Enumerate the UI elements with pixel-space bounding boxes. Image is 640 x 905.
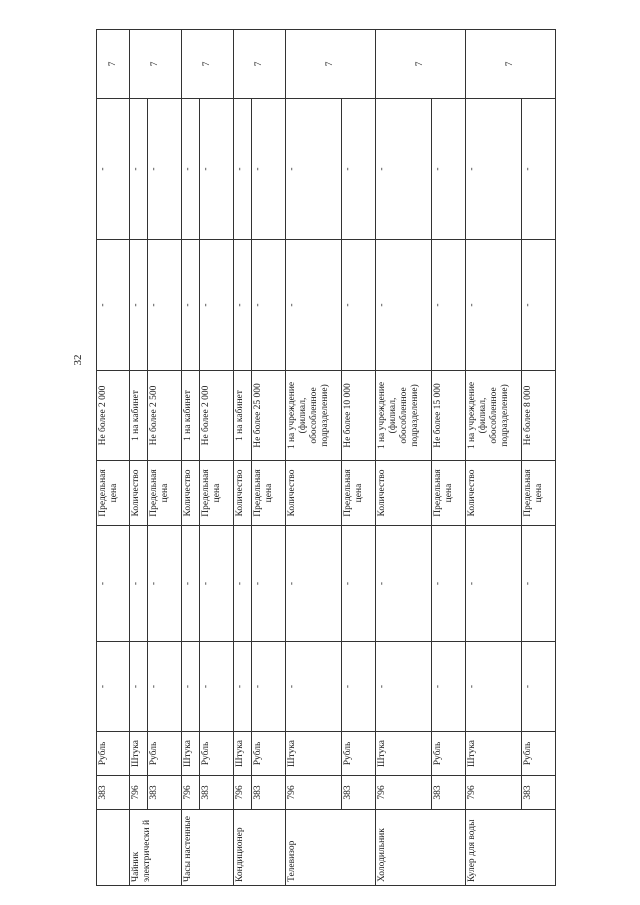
value-cell: Не более 2 500 bbox=[148, 371, 182, 461]
unit-cell: Штука bbox=[130, 732, 148, 776]
code-cell: 796 bbox=[234, 776, 252, 810]
code-cell: 383 bbox=[200, 776, 234, 810]
characteristic-cell: Количество bbox=[286, 461, 342, 526]
characteristic-cell: Предельная цена bbox=[200, 461, 234, 526]
table-row bbox=[432, 30, 466, 886]
empty-cell: - bbox=[200, 642, 234, 732]
item-name-cell: Кондиционер bbox=[234, 810, 286, 886]
empty-cell: - bbox=[286, 99, 342, 240]
characteristic-cell: Количество bbox=[234, 461, 252, 526]
unit-cell: Рубль bbox=[342, 732, 376, 776]
characteristic-cell: Предельная цена bbox=[97, 461, 130, 526]
empty-cell: - bbox=[148, 642, 182, 732]
code-cell: 383 bbox=[252, 776, 286, 810]
empty-cell: - bbox=[376, 526, 432, 642]
unit-cell: Штука bbox=[182, 732, 200, 776]
empty-cell: - bbox=[97, 99, 130, 240]
value-cell: Не более 15 000 bbox=[432, 371, 466, 461]
characteristic-cell: Предельная цена bbox=[342, 461, 376, 526]
unit-cell: Штука bbox=[466, 732, 522, 776]
empty-cell: - bbox=[182, 240, 200, 371]
value-cell: Не более 25 000 bbox=[252, 371, 286, 461]
value-cell: 1 на учреждение (филиал, обособленное подразделение) bbox=[376, 371, 432, 461]
empty-cell: - bbox=[432, 642, 466, 732]
item-name-cell bbox=[97, 810, 130, 886]
empty-cell: - bbox=[376, 240, 432, 371]
item-name-cell: Часы настенные bbox=[182, 810, 234, 886]
unit-cell: Штука bbox=[286, 732, 342, 776]
code-cell: 383 bbox=[97, 776, 130, 810]
code-cell: 796 bbox=[130, 776, 148, 810]
empty-cell: - bbox=[97, 526, 130, 642]
value-cell: Не более 2 000 bbox=[97, 371, 130, 461]
empty-cell: - bbox=[432, 526, 466, 642]
table-row bbox=[466, 30, 522, 886]
code-cell: 383 bbox=[342, 776, 376, 810]
empty-cell: - bbox=[234, 240, 252, 371]
empty-cell: - bbox=[466, 99, 522, 240]
characteristic-cell: Количество bbox=[376, 461, 432, 526]
empty-cell: - bbox=[286, 642, 342, 732]
table-row bbox=[97, 30, 130, 886]
empty-cell: - bbox=[342, 642, 376, 732]
empty-cell: - bbox=[252, 99, 286, 240]
number-cell: 7 bbox=[234, 30, 286, 99]
number-cell: 7 bbox=[97, 30, 130, 99]
empty-cell: - bbox=[286, 526, 342, 642]
empty-cell: - bbox=[342, 526, 376, 642]
characteristic-cell: Предельная цена bbox=[252, 461, 286, 526]
code-cell: 796 bbox=[286, 776, 342, 810]
value-cell: 1 на кабинет bbox=[130, 371, 148, 461]
table-row bbox=[130, 30, 148, 886]
table-row bbox=[252, 30, 286, 886]
empty-cell: - bbox=[466, 240, 522, 371]
code-cell: 383 bbox=[148, 776, 182, 810]
number-cell: 7 bbox=[466, 30, 556, 99]
number-cell: 7 bbox=[130, 30, 182, 99]
empty-cell: - bbox=[130, 99, 148, 240]
item-name-cell: Чайник электрически й bbox=[130, 810, 182, 886]
table-row bbox=[376, 30, 432, 886]
number-cell: 7 bbox=[286, 30, 376, 99]
code-cell: 383 bbox=[432, 776, 466, 810]
empty-cell: - bbox=[342, 240, 376, 371]
code-cell: 383 bbox=[522, 776, 556, 810]
characteristic-cell: Количество bbox=[182, 461, 200, 526]
empty-cell: - bbox=[466, 526, 522, 642]
unit-cell: Рубль bbox=[252, 732, 286, 776]
empty-cell: - bbox=[376, 99, 432, 240]
empty-cell: - bbox=[182, 99, 200, 240]
empty-cell: - bbox=[234, 99, 252, 240]
number-cell: 7 bbox=[376, 30, 466, 99]
characteristic-cell: Количество bbox=[466, 461, 522, 526]
item-name-cell: Холодильник bbox=[376, 810, 466, 886]
empty-cell: - bbox=[342, 99, 376, 240]
table-row bbox=[182, 30, 200, 886]
empty-cell: - bbox=[234, 526, 252, 642]
unit-cell: Рубль bbox=[522, 732, 556, 776]
unit-cell: Рубль bbox=[148, 732, 182, 776]
empty-cell: - bbox=[432, 240, 466, 371]
unit-cell: Рубль bbox=[200, 732, 234, 776]
empty-cell: - bbox=[182, 642, 200, 732]
table-row bbox=[148, 30, 182, 886]
characteristic-cell: Предельная цена bbox=[148, 461, 182, 526]
unit-cell: Штука bbox=[234, 732, 252, 776]
empty-cell: - bbox=[182, 526, 200, 642]
empty-cell: - bbox=[522, 526, 556, 642]
empty-cell: - bbox=[97, 240, 130, 371]
value-cell: 1 на учреждение (филиал, обособленное подразделение) bbox=[286, 371, 342, 461]
empty-cell: - bbox=[286, 240, 342, 371]
table-row bbox=[522, 30, 556, 886]
empty-cell: - bbox=[200, 526, 234, 642]
empty-cell: - bbox=[148, 526, 182, 642]
empty-cell: - bbox=[252, 240, 286, 371]
empty-cell: - bbox=[522, 240, 556, 371]
page-number: 32 bbox=[72, 354, 84, 366]
empty-cell: - bbox=[148, 240, 182, 371]
rotated-table-container bbox=[96, 30, 544, 886]
unit-cell: Рубль bbox=[97, 732, 130, 776]
table-row bbox=[234, 30, 252, 886]
empty-cell: - bbox=[130, 526, 148, 642]
table-row bbox=[286, 30, 342, 886]
empty-cell: - bbox=[130, 240, 148, 371]
item-name-cell: Телевизор bbox=[286, 810, 376, 886]
characteristic-cell: Предельная цена bbox=[522, 461, 556, 526]
unit-cell: Штука bbox=[376, 732, 432, 776]
empty-cell: - bbox=[466, 642, 522, 732]
empty-cell: - bbox=[148, 99, 182, 240]
value-cell: 1 на кабинет bbox=[182, 371, 200, 461]
characteristic-cell: Предельная цена bbox=[432, 461, 466, 526]
table-row bbox=[200, 30, 234, 886]
empty-cell: - bbox=[200, 99, 234, 240]
specification-table bbox=[96, 29, 556, 886]
empty-cell: - bbox=[522, 642, 556, 732]
code-cell: 796 bbox=[182, 776, 200, 810]
empty-cell: - bbox=[376, 642, 432, 732]
code-cell: 796 bbox=[376, 776, 432, 810]
empty-cell: - bbox=[234, 642, 252, 732]
value-cell: 1 на учреждение (филиал, обособленное подразделение) bbox=[466, 371, 522, 461]
empty-cell: - bbox=[130, 642, 148, 732]
empty-cell: - bbox=[252, 526, 286, 642]
table-row bbox=[342, 30, 376, 886]
number-cell: 7 bbox=[182, 30, 234, 99]
code-cell: 796 bbox=[466, 776, 522, 810]
empty-cell: - bbox=[252, 642, 286, 732]
item-name-cell: Кулер для воды bbox=[466, 810, 556, 886]
value-cell: 1 на кабинет bbox=[234, 371, 252, 461]
unit-cell: Рубль bbox=[432, 732, 466, 776]
characteristic-cell: Количество bbox=[130, 461, 148, 526]
empty-cell: - bbox=[97, 642, 130, 732]
empty-cell: - bbox=[200, 240, 234, 371]
empty-cell: - bbox=[522, 99, 556, 240]
value-cell: Не более 2 000 bbox=[200, 371, 234, 461]
value-cell: Не более 10 000 bbox=[342, 371, 376, 461]
value-cell: Не более 8 000 bbox=[522, 371, 556, 461]
empty-cell: - bbox=[432, 99, 466, 240]
